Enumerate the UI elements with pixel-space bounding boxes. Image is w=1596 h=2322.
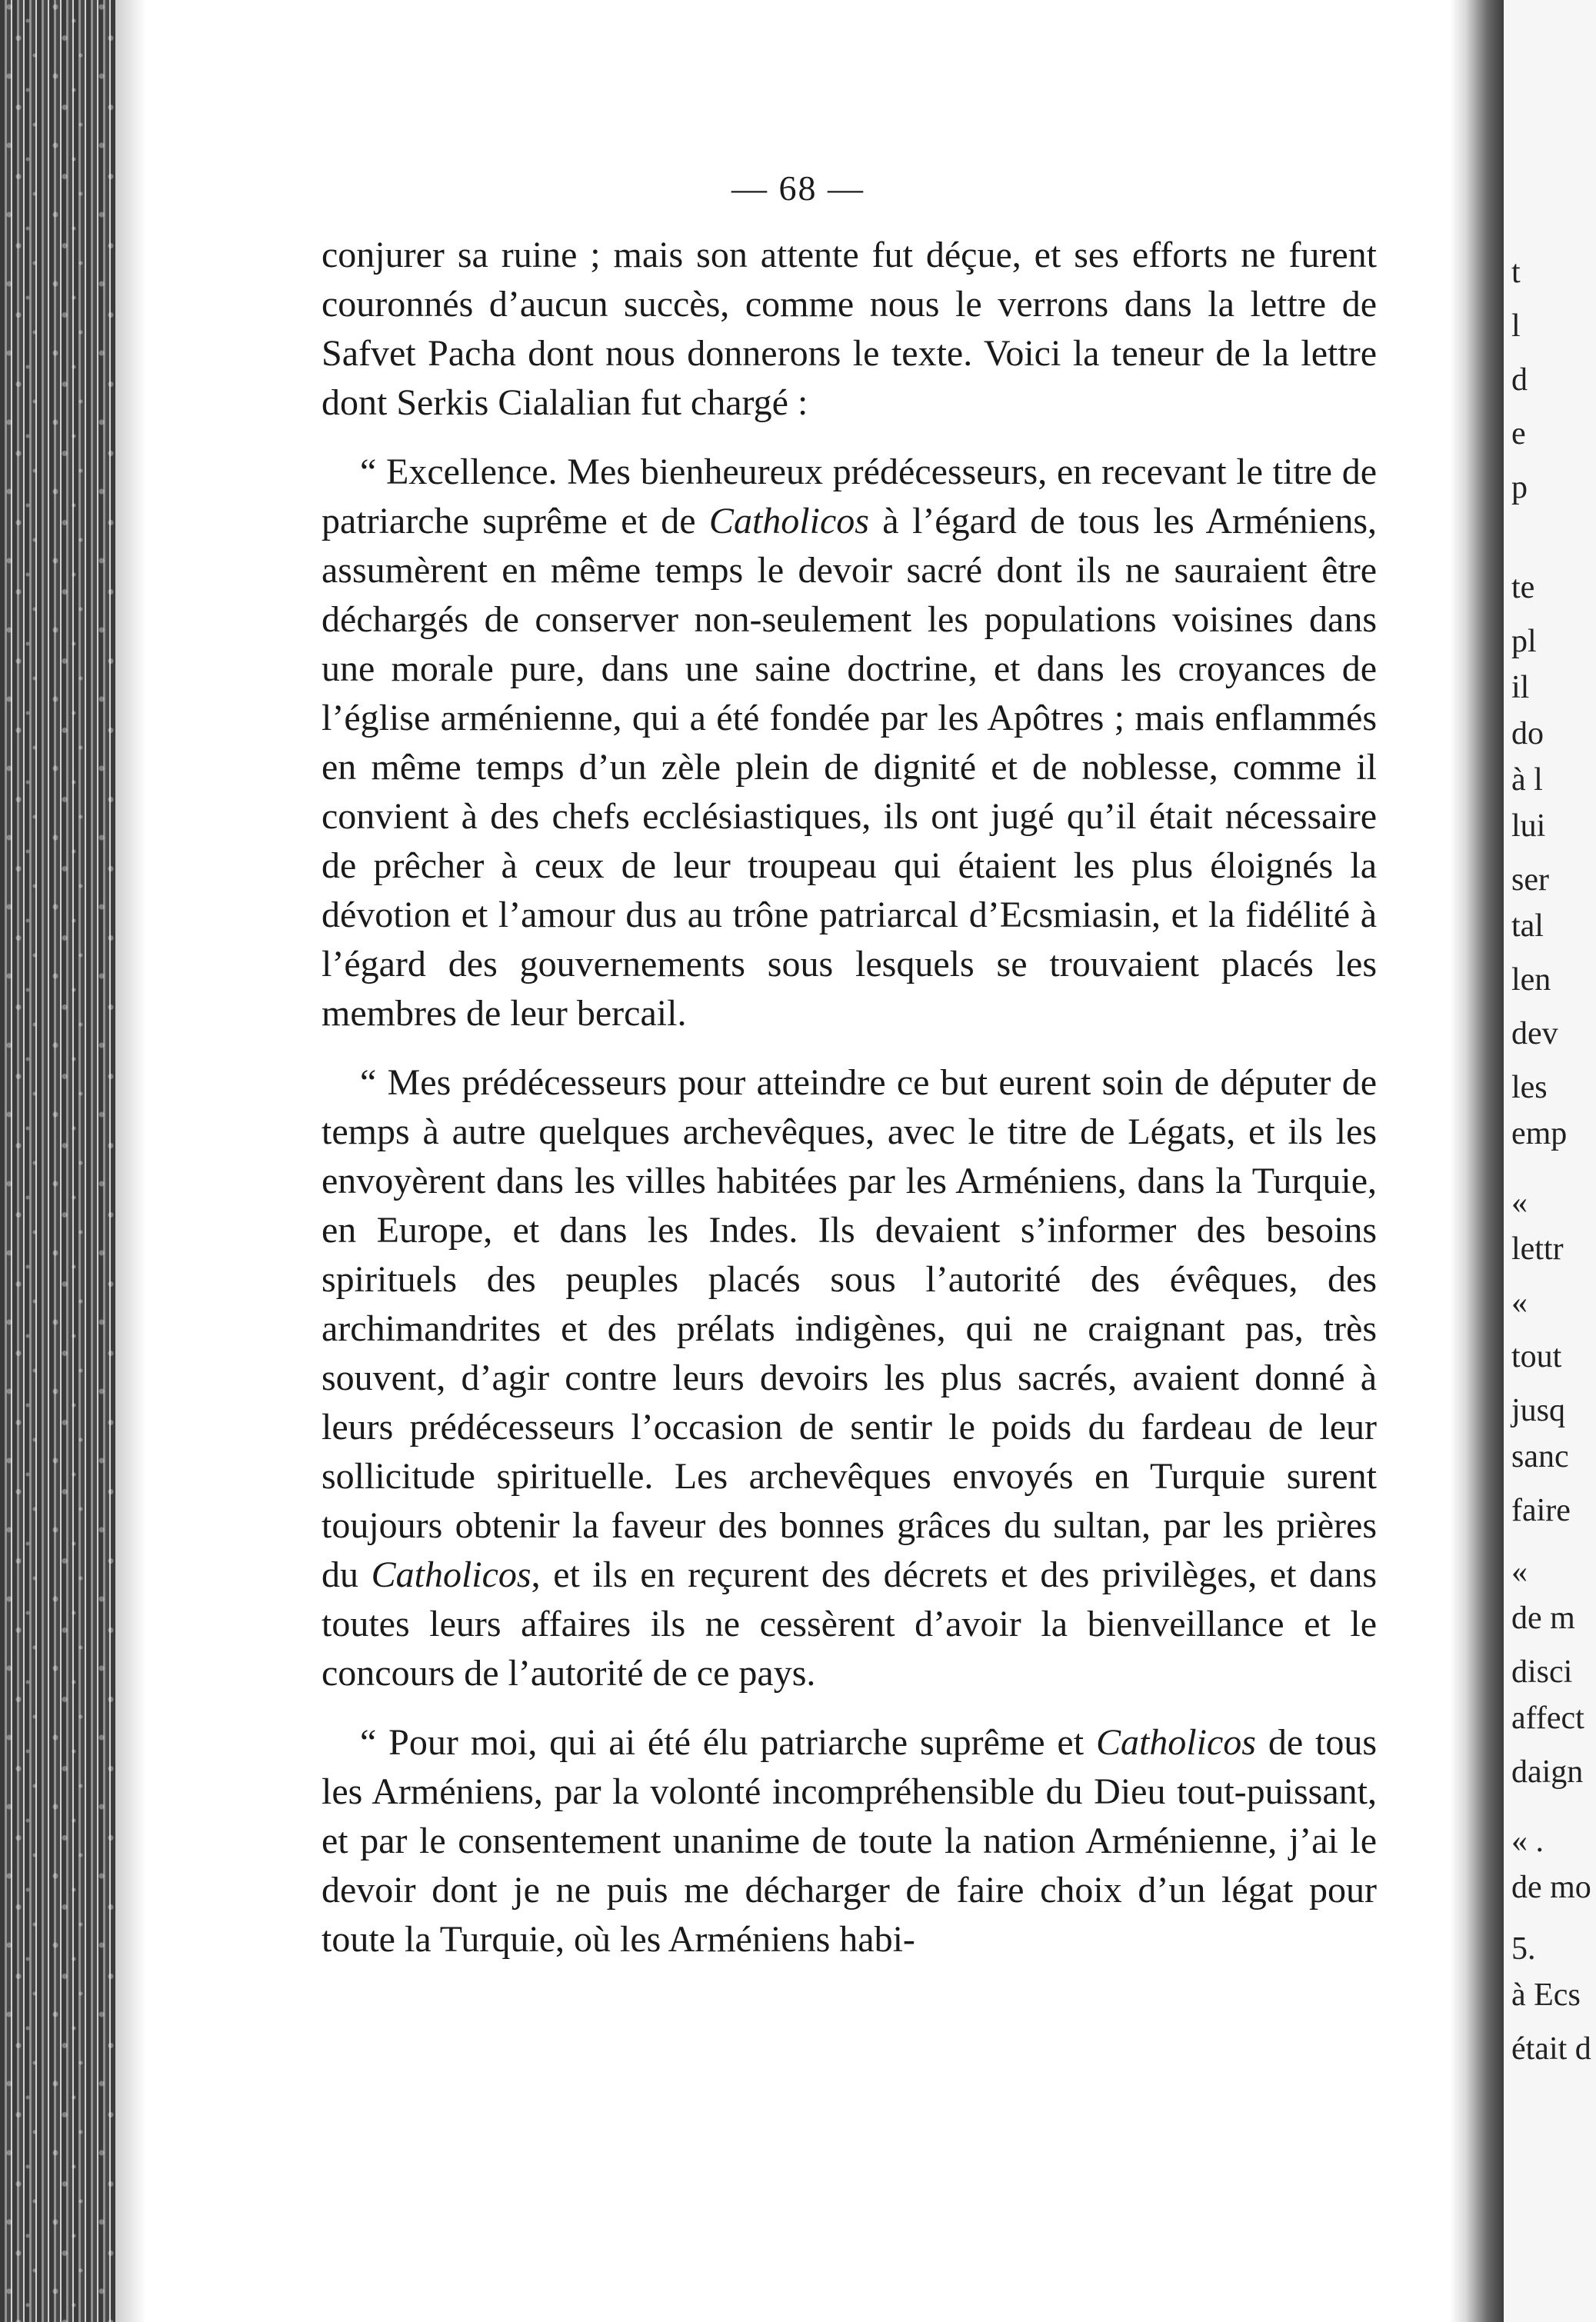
facing-page-line: tal bbox=[1511, 908, 1544, 944]
page-body bbox=[322, 231, 1377, 1984]
facing-page-line: daign bbox=[1511, 1754, 1584, 1790]
facing-page-line: les bbox=[1511, 1070, 1548, 1105]
paragraph-1: conjurer sa ruine ; mais son attente fut déçue, et ses efforts ne furent couronnés d’aucun succès, comme nous le verrons dans la lettre de Safvet Pacha dont nous donnerons le texte. Voici la teneur de la lettre dont Serkis Cialalian fut chargé : bbox=[322, 235, 1377, 423]
facing-page-line: « . bbox=[1511, 1824, 1544, 1859]
facing-page-line: à Ecs bbox=[1511, 1977, 1581, 2013]
paragraph-4 bbox=[322, 1718, 1377, 1964]
italic-term: Catholicos bbox=[371, 1554, 531, 1595]
facing-page-line: il bbox=[1511, 670, 1530, 705]
facing-page-line: len bbox=[1511, 962, 1551, 998]
text-run: “ Pour moi, qui ai été élu patriarche suprême et bbox=[360, 1722, 1096, 1763]
facing-page-line: lettr bbox=[1511, 1231, 1564, 1267]
italic-term: Catholicos bbox=[1095, 1722, 1256, 1763]
facing-page-line: « bbox=[1511, 1185, 1528, 1221]
facing-page-line: te bbox=[1511, 570, 1535, 605]
facing-page-line: tout bbox=[1511, 1339, 1562, 1374]
paragraph-3 bbox=[322, 1058, 1377, 1698]
scanned-page-edge-left bbox=[0, 0, 115, 2322]
facing-page-line: « bbox=[1511, 1554, 1528, 1590]
facing-page-line: t bbox=[1511, 255, 1521, 290]
facing-page-line: sanc bbox=[1511, 1439, 1569, 1474]
facing-page-line: « bbox=[1511, 1285, 1528, 1321]
facing-page-line: était d bbox=[1511, 2031, 1591, 2067]
facing-page-line: ser bbox=[1511, 862, 1549, 898]
facing-page-line: faire bbox=[1511, 1493, 1571, 1528]
book-spine-shadow bbox=[1450, 0, 1504, 2322]
text-run: “ Excellence. Mes bienheureux prédécesseurs, en recevant le titre de patriarche suprême et de bbox=[322, 451, 1377, 541]
facing-page-line: affect bbox=[1511, 1701, 1584, 1736]
text-run: de tous les Arméniens, par la volonté incompréhensible du Dieu tout-puissant, et par le consentement unanime de toute la nation Arménienne, j’ai le devoir dont je ne puis me décharger de faire choix d’un légat pour toute la Turquie, où les Arméniens habi- bbox=[322, 1722, 1377, 1960]
facing-page-line: pl bbox=[1511, 624, 1537, 659]
facing-page-line: l bbox=[1511, 308, 1521, 344]
facing-page-fragment bbox=[1504, 0, 1596, 2322]
text-run: “ Mes prédécesseurs pour atteindre ce but eurent soin de députer de temps à autre quelques archevêques, avec le titre de Légats, et ils les envoyèrent dans les villes habitées par les Arméniens, dans la Turquie, en Europe, et dans les Indes. Ils devaient s’informer des besoins spirituels des peuples placés sous l’autorité des évêques, des archimandrites et des prélats indigènes, qui ne craignant pas, très souvent, d’agir contre leurs devoirs les plus sacrés, avaient donné à leurs prédécesseurs l’occasion de sentir le poids du fardeau de leur sollicitude spirituelle. Les archevêques envoyés en Turquie surent toujours obtenir la faveur des bonnes grâces du sultan, par les prières du bbox=[322, 1062, 1377, 1595]
facing-page-line: à l bbox=[1511, 762, 1543, 798]
italic-term: Catholicos bbox=[708, 501, 869, 541]
facing-page-line: e bbox=[1511, 416, 1526, 451]
facing-page-line: emp bbox=[1511, 1116, 1568, 1151]
facing-page-line: de mo bbox=[1511, 1870, 1591, 1905]
facing-page-line: do bbox=[1511, 716, 1544, 751]
page-number: — 68 — bbox=[731, 168, 865, 208]
facing-page-line: d bbox=[1511, 362, 1528, 398]
text-run: à l’égard de tous les Arméniens, assumèrent en même temps le devoir sacré dont ils ne sauraient être déchargés de conserver non-seulement les populations voisines dans une morale pure, dans une saine doctrine, et dans les croyances de l’église arménienne, qui a été fondée par les Apôtres ; mais enflammés en même temps d’un zèle plein de dignité et de noblesse, comme il convient à des chefs ecclésiastiques, ils ont jugé qu’il était nécessaire de prêcher à ceux de leur troupeau qui étaient les plus éloignés la dévotion et l’amour dus au trône patriarcal d’Ecsmiasin, et la fidélité à l’égard des gouvernements sous lesquels se trouvaient placés les membres de leur bercail. bbox=[322, 501, 1377, 1034]
facing-page-line: dev bbox=[1511, 1016, 1558, 1051]
facing-page-line: jusq bbox=[1511, 1393, 1566, 1428]
facing-page-line: 5. bbox=[1511, 1931, 1536, 1967]
page-edge-shadow bbox=[115, 0, 146, 2322]
facing-page-line: de m bbox=[1511, 1601, 1575, 1636]
facing-page-line: p bbox=[1511, 470, 1528, 505]
facing-page-line: disci bbox=[1511, 1654, 1573, 1690]
paragraph-2 bbox=[322, 448, 1377, 1038]
text-run: , et ils en reçurent des décrets et des privilèges, et dans toutes leurs affaires ils ne cessèrent d’avoir la bienveillance et le concours de l’autorité de ce pays. bbox=[322, 1554, 1377, 1694]
facing-page-line: lui bbox=[1511, 808, 1546, 844]
